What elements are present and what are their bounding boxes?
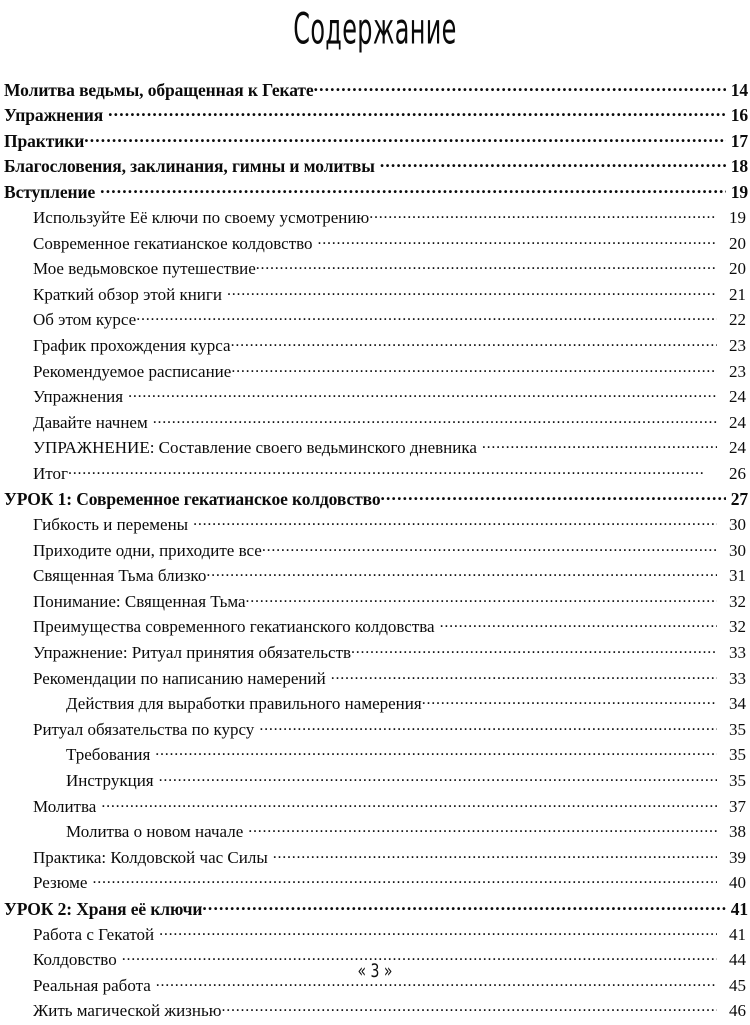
toc-entry-label: Приходите одни, приходите все: [33, 540, 262, 560]
toc-entry-page-number: 33: [729, 668, 746, 688]
toc-entry-page-number: 26: [729, 463, 746, 483]
toc-leader-dots: [246, 590, 717, 607]
toc-entry-label: Итог: [33, 463, 68, 483]
toc-leader-dots: [351, 641, 717, 658]
toc-entry[interactable]: [0, 999, 750, 1025]
toc-entry-label: Используйте Её ключи по своему усмотрению: [33, 207, 370, 227]
toc-entry-label: Давайте начнем: [33, 412, 148, 432]
toc-entry[interactable]: [0, 488, 750, 514]
toc-entry[interactable]: [0, 104, 750, 130]
toc-entry[interactable]: [0, 897, 750, 923]
toc-entry-page-number: 20: [729, 259, 746, 279]
toc-entry-page-number: 20: [729, 233, 746, 253]
page-number-footer: « 3 »: [357, 960, 393, 982]
toc-entry[interactable]: [0, 155, 750, 181]
toc-entry-label: Молитва о новом начале: [66, 822, 244, 842]
toc-entry-page-number: 33: [729, 643, 746, 663]
toc-entry-page-number: 21: [729, 284, 746, 304]
toc-leader-dots: [206, 564, 717, 581]
toc-leader-dots: [314, 78, 726, 96]
toc-entry[interactable]: [0, 411, 750, 437]
toc-entry[interactable]: [0, 462, 750, 488]
toc-leader-dots: [231, 334, 717, 351]
toc-entry[interactable]: [0, 206, 750, 232]
toc-entry-label: Требования: [66, 745, 151, 765]
toc-entry[interactable]: [0, 590, 750, 616]
toc-entry-page-number: 35: [729, 745, 746, 765]
toc-entry[interactable]: [0, 846, 750, 872]
toc-entry-page-number: 22: [729, 310, 746, 330]
toc-entry-page-number: 38: [729, 822, 746, 842]
toc-entry-label: Жить магической жизнью: [33, 1001, 222, 1021]
toc-entry-label: УПРАЖНЕНИЕ: Составление своего ведьминского дневника: [33, 438, 477, 458]
toc-entry-label: График прохождения курса: [33, 335, 231, 355]
toc-leader-dots: [193, 513, 717, 530]
toc-entry[interactable]: [0, 718, 750, 744]
table-of-contents-list: [0, 78, 750, 1025]
toc-leader-dots: [155, 743, 717, 760]
toc-entry-page-number: 19: [729, 207, 746, 227]
toc-leader-dots: [101, 795, 717, 812]
toc-entry-label: Реальная работа: [33, 975, 151, 995]
toc-entry-page-number: 23: [729, 335, 746, 355]
toc-leader-dots: [84, 129, 726, 147]
toc-entry-page-number: 24: [729, 438, 746, 458]
toc-entry-page-number: 41: [730, 898, 748, 919]
toc-leader-dots: [231, 360, 717, 377]
toc-entry[interactable]: [0, 795, 750, 821]
toc-entry-page-number: 27: [730, 489, 748, 509]
toc-leader-dots: [381, 488, 727, 506]
toc-entry-page-number: 46: [729, 1001, 746, 1021]
toc-entry[interactable]: [0, 180, 750, 206]
toc-entry[interactable]: [0, 539, 750, 565]
toc-entry-page-number: 23: [729, 361, 746, 381]
toc-entry-page-number: 35: [729, 771, 746, 791]
toc-entry-label: Понимание: Священная Тьма: [33, 591, 246, 611]
toc-entry[interactable]: [0, 871, 750, 897]
toc-entry-label: Об этом курсе: [33, 310, 137, 330]
toc-leader-dots: [440, 615, 717, 632]
toc-entry-page-number: 37: [729, 796, 746, 816]
toc-entry[interactable]: [0, 769, 750, 795]
toc-leader-dots: [108, 104, 726, 122]
toc-entry[interactable]: [0, 615, 750, 641]
toc-entry-label: Упражнение: Ритуал принятия обязательств: [33, 643, 352, 663]
toc-entry-page-number: 24: [729, 412, 746, 432]
toc-entry-page-number: 32: [729, 617, 746, 637]
toc-entry[interactable]: [0, 641, 750, 667]
toc-entry-page-number: 32: [729, 591, 746, 611]
toc-leader-dots: [318, 232, 717, 249]
toc-entry[interactable]: [0, 78, 750, 104]
toc-leader-dots: [422, 692, 717, 709]
toc-entry-label: Гибкость и перемены: [33, 515, 189, 535]
toc-entry[interactable]: [0, 743, 750, 769]
toc-entry[interactable]: [0, 283, 750, 309]
toc-entry[interactable]: [0, 257, 750, 283]
toc-entry[interactable]: [0, 334, 750, 360]
toc-entry-label: Молитва: [33, 796, 97, 816]
toc-entry-label: Практика: Колдовской час Силы: [33, 847, 268, 867]
toc-entry-label: Вступление: [4, 181, 96, 202]
toc-entry[interactable]: [0, 820, 750, 846]
toc-entry-label: Благословения, заклинания, гимны и молитвы: [4, 156, 375, 177]
toc-leader-dots: [256, 257, 717, 274]
toc-entry-page-number: 19: [730, 181, 748, 202]
toc-entry[interactable]: [0, 436, 750, 462]
toc-entry-page-number: 44: [729, 950, 746, 970]
toc-entry-label: УРОК 2: Храня её ключи: [4, 898, 203, 919]
toc-entry-label: Практики: [4, 130, 85, 151]
toc-entry-page-number: 14: [730, 79, 748, 100]
toc-entry-label: Упражнения: [4, 105, 104, 126]
toc-leader-dots: [221, 999, 717, 1016]
toc-leader-dots: [136, 308, 717, 325]
toc-leader-dots: [369, 206, 717, 223]
toc-entry[interactable]: [0, 385, 750, 411]
toc-entry-page-number: 41: [729, 924, 746, 944]
toc-entry-page-number: 17: [730, 130, 748, 151]
toc-entry[interactable]: [0, 129, 750, 155]
toc-leader-dots: [273, 846, 717, 863]
toc-leader-dots: [227, 283, 717, 300]
toc-leader-dots: [248, 820, 717, 837]
toc-leader-dots: [259, 718, 717, 735]
toc-entry-page-number: 30: [729, 515, 746, 535]
toc-entry[interactable]: [0, 232, 750, 258]
toc-leader-dots: [331, 667, 717, 684]
toc-entry-label: Мое ведьмовское путешествие: [33, 259, 256, 279]
toc-entry-label: Священная Тьма близко: [33, 566, 207, 586]
toc-entry[interactable]: [0, 513, 750, 539]
toc-entry-label: Ритуал обязательства по курсу: [33, 719, 255, 739]
toc-entry-page-number: 45: [729, 975, 746, 995]
toc-entry-label: Современное гекатианское колдовство: [33, 233, 313, 253]
toc-entry-page-number: 24: [729, 387, 746, 407]
toc-leader-dots: [153, 411, 717, 428]
toc-entry[interactable]: [0, 564, 750, 590]
page-title: Содержание: [293, 4, 457, 54]
toc-entry-label: Работа с Гекатой: [33, 924, 155, 944]
toc-leader-dots: [202, 897, 726, 915]
toc-entry-page-number: 30: [729, 540, 746, 560]
toc-entry[interactable]: [0, 308, 750, 334]
toc-entry-page-number: 18: [730, 156, 748, 177]
toc-entry-label: Резюме: [33, 873, 88, 893]
toc-entry-page-number: 34: [729, 694, 746, 714]
toc-entry-page-number: 16: [730, 105, 748, 126]
toc-leader-dots: [100, 180, 726, 198]
toc-entry-label: Преимущества современного гекатианского колдовства: [33, 617, 435, 637]
toc-leader-dots: [482, 436, 717, 453]
toc-leader-dots: [128, 385, 717, 402]
toc-entry-label: Действия для выработки правильного намерения: [66, 694, 422, 714]
toc-entry[interactable]: [0, 667, 750, 693]
toc-entry-page-number: 31: [729, 566, 746, 586]
toc-entry-label: Колдовство: [33, 950, 117, 970]
toc-entry-label: Упражнения: [33, 387, 124, 407]
toc-leader-dots: [92, 871, 717, 888]
toc-entry-label: Рекомендуемое расписание: [33, 361, 232, 381]
toc-leader-dots: [262, 539, 717, 556]
toc-entry-page-number: 40: [729, 873, 746, 893]
toc-leader-dots: [68, 462, 717, 479]
toc-entry-label: Инструкция: [66, 771, 154, 791]
toc-entry-label: УРОК 1: Современное гекатианское колдовство: [4, 489, 381, 509]
toc-entry-label: Краткий обзор этой книги: [33, 284, 222, 304]
toc-entry-page-number: 39: [729, 847, 746, 867]
toc-leader-dots: [159, 923, 717, 940]
toc-entry[interactable]: [0, 360, 750, 386]
toc-entry-page-number: 35: [729, 719, 746, 739]
toc-leader-dots: [159, 769, 717, 786]
toc-entry[interactable]: [0, 923, 750, 949]
toc-entry-label: Молитва ведьмы, обращенная к Гекате: [4, 79, 314, 100]
toc-entry[interactable]: [0, 692, 750, 718]
toc-entry-label: Рекомендации по написанию намерений: [33, 668, 326, 688]
toc-leader-dots: [380, 155, 726, 173]
